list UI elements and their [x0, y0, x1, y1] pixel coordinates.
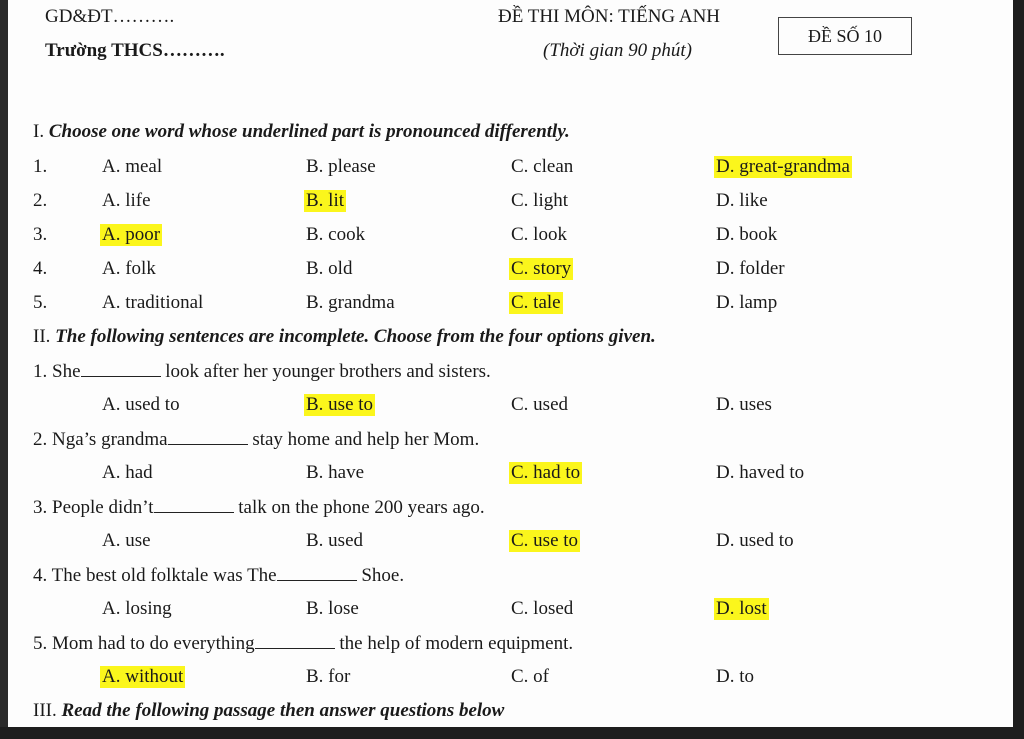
- section-3-title: Read the following passage then answer questions below: [61, 700, 505, 721]
- pronunciation-row: [8, 292, 1013, 320]
- pronunciation-row: [8, 190, 1013, 218]
- question-text-after: talk on the phone 200 years ago.: [238, 497, 485, 518]
- question-text-after: look after her younger brothers and sisters.: [165, 361, 491, 382]
- question-text-after: the help of modern equipment.: [339, 633, 574, 654]
- question-text-before: 5. Mom had to do everything: [33, 633, 255, 654]
- option-a: A. traditional: [102, 292, 204, 313]
- option-d-highlighted: D. great-grandma: [716, 156, 850, 177]
- section-2-heading: [33, 326, 656, 348]
- section-2-roman: II.: [33, 326, 51, 347]
- section-1-roman: I.: [33, 121, 45, 142]
- option-b: B. used: [306, 530, 363, 551]
- answer-options-row: [8, 394, 1013, 422]
- question-stem: [33, 428, 479, 451]
- option-b: B. cook: [306, 224, 366, 245]
- question-text-before: 1. She: [33, 361, 81, 382]
- option-c-highlighted: C. story: [511, 258, 572, 279]
- option-b: B. grandma: [306, 292, 395, 313]
- option-c: C. losed: [511, 598, 574, 619]
- answer-blank: [81, 360, 161, 377]
- pronunciation-row: [8, 258, 1013, 286]
- section-3-roman: III.: [33, 700, 57, 721]
- option-b: B. lose: [306, 598, 359, 619]
- answer-blank: [168, 428, 248, 445]
- option-a: A. folk: [102, 258, 156, 279]
- option-d: D. used to: [716, 530, 794, 551]
- exam-number-badge: ĐỀ SỐ 10: [778, 17, 912, 55]
- pronunciation-row: [8, 224, 1013, 252]
- option-b: B. old: [306, 258, 353, 279]
- question-stem: [33, 564, 404, 587]
- pronunciation-row: [8, 156, 1013, 184]
- option-c-highlighted: C. had to: [511, 462, 581, 483]
- answer-options-row: [8, 530, 1013, 558]
- answer-blank: [255, 632, 335, 649]
- section-1-title: Choose one word whose underlined part is pronounced differently.: [48, 121, 570, 142]
- question-text-after: stay home and help her Mom.: [252, 429, 480, 450]
- window-right-edge: [1013, 0, 1024, 739]
- exam-title: ĐỀ THI MÔN: TIẾNG ANH: [498, 6, 721, 27]
- option-d: D. folder: [716, 258, 785, 279]
- option-b: B. for: [306, 666, 351, 687]
- option-c-highlighted: C. tale: [511, 292, 561, 313]
- option-c: C. clean: [511, 156, 574, 177]
- option-c: C. light: [511, 190, 569, 211]
- answer-options-row: [8, 462, 1013, 490]
- option-c: C. used: [511, 394, 568, 415]
- option-b-highlighted: B. lit: [306, 190, 345, 211]
- option-b: B. please: [306, 156, 376, 177]
- option-d-highlighted: D. lost: [716, 598, 767, 619]
- option-b-highlighted: B. use to: [306, 394, 374, 415]
- option-b: B. have: [306, 462, 365, 483]
- option-a: A. losing: [102, 598, 172, 619]
- option-d: D. to: [716, 666, 754, 687]
- question-stem: [33, 632, 573, 655]
- option-a: A. use: [102, 530, 151, 551]
- answer-blank: [154, 496, 234, 513]
- answer-options-row: [8, 598, 1013, 626]
- option-d: D. uses: [716, 394, 772, 415]
- row-number: 2.: [33, 190, 48, 211]
- header-school: Trường THCS……….: [45, 40, 225, 61]
- option-a: A. meal: [102, 156, 163, 177]
- option-d: D. book: [716, 224, 778, 245]
- option-d: D. lamp: [716, 292, 778, 313]
- exam-paper: [8, 0, 1013, 727]
- option-c: C. of: [511, 666, 549, 687]
- section-1-heading: [33, 121, 570, 143]
- question-text-before: 3. People didn’t: [33, 497, 154, 518]
- question-stem: [33, 496, 485, 519]
- answer-blank: [277, 564, 357, 581]
- exam-duration: (Thời gian 90 phút): [543, 40, 692, 61]
- option-c: C. look: [511, 224, 567, 245]
- answer-options-row: [8, 666, 1013, 694]
- question-text-before: 2. Nga’s grandma: [33, 429, 168, 450]
- question-text-after: Shoe.: [361, 565, 405, 586]
- row-number: 4.: [33, 258, 48, 279]
- row-number: 3.: [33, 224, 48, 245]
- question-text-before: 4. The best old folktale was The: [33, 565, 277, 586]
- row-number: 1.: [33, 156, 48, 177]
- question-stem: [33, 360, 491, 383]
- option-a-highlighted: A. poor: [102, 224, 161, 245]
- section-2-title: The following sentences are incomplete. Choose from the four options given.: [55, 326, 656, 347]
- header-department: GD&ĐT……….: [45, 6, 175, 27]
- option-a: A. life: [102, 190, 151, 211]
- option-c-highlighted: C. use to: [511, 530, 579, 551]
- option-a: A. had: [102, 462, 153, 483]
- option-a-highlighted: A. without: [102, 666, 184, 687]
- window-bottom-edge: [0, 727, 1024, 739]
- row-number: 5.: [33, 292, 48, 313]
- option-a: A. used to: [102, 394, 180, 415]
- option-d: D. like: [716, 190, 768, 211]
- option-d: D. haved to: [716, 462, 805, 483]
- section-3-heading: [33, 700, 504, 722]
